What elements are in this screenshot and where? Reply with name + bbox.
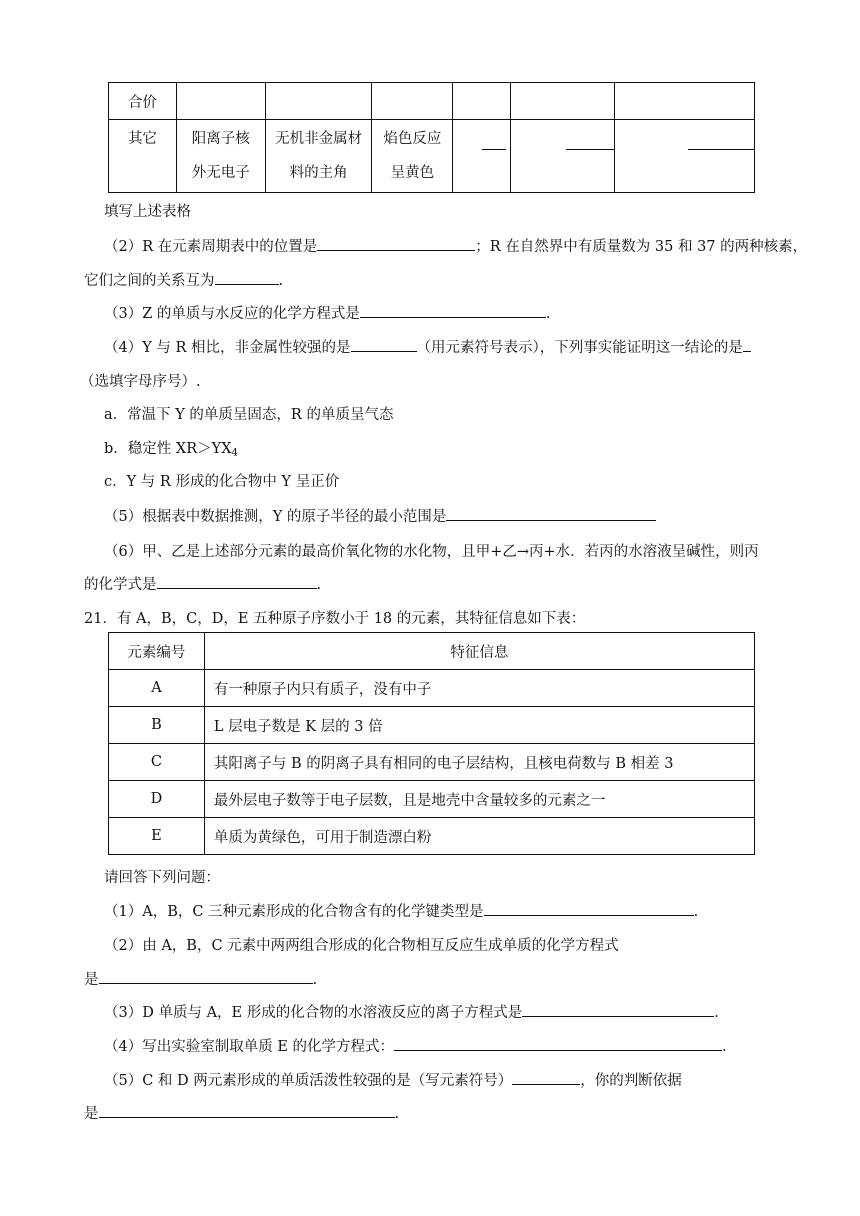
answer-blank[interactable]	[566, 134, 614, 150]
question-text: （2）R 在元素周期表中的位置是	[104, 239, 318, 255]
element-table-top	[108, 82, 755, 193]
answer-blank[interactable]	[484, 901, 694, 917]
option-a: a．常温下 Y 的单质呈固态，R 的单质呈气态	[104, 407, 394, 423]
question-text: （5）根据表中数据推测，Y 的原子半径的最小范围是	[104, 509, 447, 525]
answer-blank[interactable]	[215, 270, 279, 286]
question-text: （3）Z 的单质与水反应的化学方程式是	[104, 306, 360, 322]
table-header-row	[109, 633, 755, 670]
option-text: b．稳定性 XR＞YX	[104, 441, 232, 457]
cell-text: 呈黄色	[390, 165, 435, 181]
element-id: C	[109, 744, 205, 781]
answer-blank[interactable]	[743, 337, 751, 353]
table-cell	[372, 120, 453, 193]
element-feature: 最外层电子数等于电子层数，且是地壳中含量较多的元素之一	[204, 781, 754, 818]
table-row	[109, 670, 755, 707]
table-cell	[265, 83, 372, 120]
row-label-valence: 合价	[109, 83, 177, 120]
q21-part1: （1）A，B，C 三种元素形成的化合物含有的化学键类型是 .	[104, 900, 698, 921]
table-cell	[176, 120, 265, 193]
answer-blank[interactable]	[157, 574, 317, 590]
question-text: （3）D 单质与 A，E 形成的化合物的水溶液反应的离子方程式是	[104, 1005, 523, 1021]
cell-text: 阳离子核	[191, 131, 250, 147]
answer-blank[interactable]	[446, 506, 656, 522]
option-c: c．Y 与 R 形成的化合物中 Y 呈正价	[104, 474, 340, 490]
question-text: （4）写出实验室制取单质 E 的化学方程式：	[104, 1039, 395, 1055]
table-cell	[615, 83, 755, 120]
subscript: 4	[231, 447, 238, 459]
q21-part4: （4）写出实验室制取单质 E 的化学方程式： .	[104, 1035, 727, 1056]
q21-part5-cont: 是 .	[84, 1102, 399, 1123]
question-text: （用元素符号表示），下列事实能证明这一结论的是	[416, 340, 743, 356]
option-b	[104, 437, 238, 459]
answer-blank[interactable]	[360, 303, 546, 319]
question-text: 它们之间的关系互为	[84, 273, 215, 289]
answer-blank[interactable]	[99, 969, 313, 985]
row-label-other: 其它	[109, 120, 177, 193]
column-header: 元素编号	[109, 633, 205, 670]
cell-text: 外无电子	[191, 165, 250, 181]
q21-part2: （2）由 A，B，C 元素中两两组合形成的化合物相互反应生成单质的化学方程式	[104, 938, 619, 954]
q20-part6-cont: 的化学式是 .	[84, 573, 321, 594]
table-row	[109, 707, 755, 744]
question-text: （1）A，B，C 三种元素形成的化合物含有的化学键类型是	[104, 904, 484, 920]
answer-blank-cell[interactable]	[453, 120, 511, 193]
q21-part2-cont: 是 .	[84, 968, 317, 989]
answer-blank-cell[interactable]	[615, 120, 755, 193]
q20-part5	[104, 505, 656, 526]
table-cell	[453, 83, 511, 120]
element-id: B	[109, 707, 205, 744]
table-row	[109, 781, 755, 818]
cell-text: 焰色反应	[383, 131, 442, 147]
answer-blank[interactable]	[317, 236, 475, 252]
element-id: E	[109, 818, 205, 855]
q20-part2	[104, 235, 807, 256]
q20-part3: （3）Z 的单质与水反应的化学方程式是 .	[104, 302, 551, 323]
table-row	[109, 744, 755, 781]
answer-blank[interactable]	[351, 337, 417, 353]
answer-blank[interactable]	[522, 1002, 714, 1018]
instruction-fill-table: 填写上述表格	[104, 204, 191, 220]
q21-part3: （3）D 单质与 A，E 形成的化合物的水溶液反应的离子方程式是 .	[104, 1001, 719, 1022]
answer-blank[interactable]	[688, 134, 754, 150]
question-text: ；R 在自然界中有质量数为 35 和 37 的两种核素，	[475, 239, 808, 255]
q21-intro: 21．有 A，B，C，D，E 五种原子序数小于 18 的元素，其特征信息如下表：	[84, 611, 586, 627]
column-header: 特征信息	[204, 633, 754, 670]
answer-blank-cell[interactable]	[511, 120, 615, 193]
q20-part6: （6）甲、乙是上述部分元素的最高价氧化物的水化物，且甲+乙→丙+水．若丙的水溶液呈碱性，则丙	[104, 544, 759, 560]
q21-part5	[104, 1069, 682, 1090]
question-text: （4）Y 与 R 相比，非金属性较强的是	[104, 340, 351, 356]
cell-text: 料的主角	[289, 165, 348, 181]
element-feature-table	[108, 632, 755, 855]
table-cell	[372, 83, 453, 120]
answer-blank[interactable]	[394, 1036, 722, 1052]
element-feature: 单质为黄绿色，可用于制造漂白粉	[204, 818, 754, 855]
answer-blank[interactable]	[99, 1103, 395, 1119]
question-text: （5）C 和 D 两元素形成的单质活泼性较强的是（写元素符号）	[104, 1073, 513, 1089]
answer-blank[interactable]	[512, 1070, 580, 1086]
answer-blank[interactable]	[482, 134, 506, 150]
table-row	[109, 818, 755, 855]
q20-part2-cont: 它们之间的关系互为 .	[84, 269, 283, 290]
cell-text: 无机非金属材	[275, 131, 363, 147]
q20-part4-cont: （选填字母序号）.	[80, 374, 201, 390]
table-cell	[511, 83, 615, 120]
q20-part4	[104, 336, 751, 357]
q21-prompt: 请回答下列问题：	[104, 870, 220, 886]
element-id: A	[109, 670, 205, 707]
table-cell	[265, 120, 372, 193]
question-text: ，你的判断依据	[580, 1073, 682, 1089]
element-feature: 有一种原子内只有质子，没有中子	[204, 670, 754, 707]
question-text: 是	[84, 1106, 99, 1122]
table-row	[109, 83, 755, 120]
table-row	[109, 120, 755, 193]
element-id: D	[109, 781, 205, 818]
question-text: 是	[84, 972, 99, 988]
table-cell	[176, 83, 265, 120]
element-feature: L 层电子数是 K 层的 3 倍	[204, 707, 754, 744]
question-text: 的化学式是	[84, 577, 157, 593]
element-feature: 其阳离子与 B 的阴离子具有相同的电子层结构，且核电荷数与 B 相差 3	[204, 744, 754, 781]
